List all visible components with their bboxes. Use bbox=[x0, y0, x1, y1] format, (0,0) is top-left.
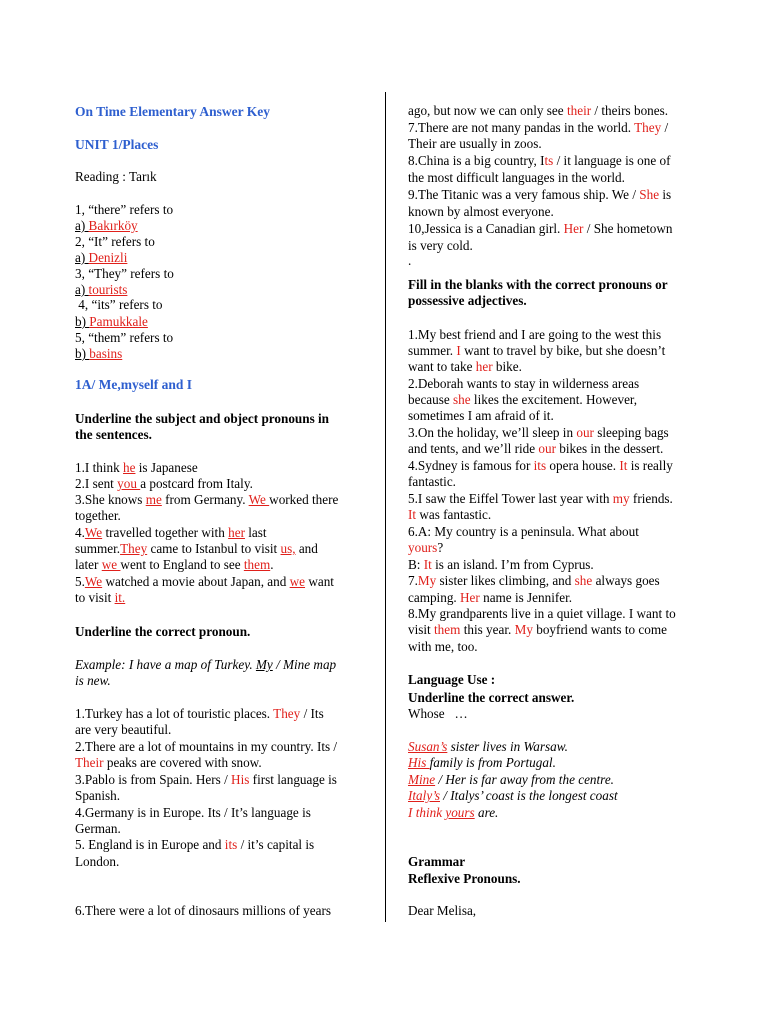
text-segment: Whose … bbox=[408, 706, 468, 721]
text-segment: this year. bbox=[460, 622, 515, 637]
right-line bbox=[408, 343, 665, 359]
text-segment: a) bbox=[75, 250, 89, 265]
text-segment: sister likes climbing, and bbox=[436, 573, 575, 588]
right-line bbox=[408, 739, 568, 755]
text-segment: 1.My best friend and I are going to the west this bbox=[408, 327, 662, 342]
text-segment: 3.Pablo is from Spain. Hers / bbox=[75, 772, 232, 787]
text-segment: travelled together with bbox=[102, 525, 229, 540]
answer-text: you bbox=[117, 476, 141, 491]
text-segment: 5.I saw the Eiffel Tower last year with bbox=[408, 491, 613, 506]
text-segment: always goes bbox=[592, 573, 660, 588]
text-segment: My bbox=[255, 657, 273, 672]
left-line bbox=[75, 772, 337, 788]
text-segment: Underline the correct pronoun. bbox=[75, 624, 251, 639]
text-segment: 5. England is in Europe and bbox=[75, 837, 225, 852]
left-line bbox=[75, 557, 274, 573]
text-segment: a) bbox=[75, 218, 89, 233]
left-line bbox=[75, 525, 267, 541]
text-segment: Reflexive Pronouns. bbox=[408, 871, 521, 886]
answer-text: Her bbox=[460, 590, 480, 605]
text-segment: likes the excitement. However, bbox=[470, 392, 638, 407]
text-segment: 3.On the holiday, we’ll sleep in bbox=[408, 425, 577, 440]
text-segment: friends. bbox=[629, 491, 673, 506]
text-segment: 7. bbox=[408, 573, 418, 588]
text-segment: camping. bbox=[408, 590, 461, 605]
text-segment: known by almost everyone. bbox=[408, 204, 554, 219]
text-segment: / Its bbox=[300, 706, 324, 721]
right-line bbox=[408, 293, 527, 309]
text-segment: last bbox=[244, 525, 267, 540]
answer-text: They bbox=[634, 120, 662, 135]
left-line bbox=[75, 346, 122, 362]
right-line bbox=[408, 573, 660, 589]
answer-text: Bakırköy bbox=[88, 218, 138, 233]
answer-text: His bbox=[231, 772, 250, 787]
text-segment: is bbox=[659, 187, 672, 202]
left-line bbox=[75, 673, 111, 689]
text-segment: name is Jennifer. bbox=[479, 590, 573, 605]
right-line bbox=[408, 788, 618, 804]
text-segment: 9.The Titanic was a very famous ship. We / bbox=[408, 187, 640, 202]
right-line bbox=[408, 622, 667, 638]
right-line bbox=[408, 772, 614, 788]
left-line bbox=[75, 706, 324, 722]
answer-text: They bbox=[273, 706, 301, 721]
answer-text: yours bbox=[445, 805, 475, 820]
answer-text: We bbox=[248, 492, 270, 507]
text-segment: first language is bbox=[249, 772, 337, 787]
text-segment: 2, “It” refers to bbox=[75, 234, 155, 249]
text-segment: possessive adjectives. bbox=[408, 293, 527, 308]
right-line bbox=[408, 524, 639, 540]
answer-text: we bbox=[101, 557, 121, 572]
left-line bbox=[75, 854, 119, 870]
text-segment: b) bbox=[75, 346, 90, 361]
text-segment: 7.There are not many pandas in the world. bbox=[408, 120, 635, 135]
text-segment: Spanish. bbox=[75, 788, 121, 803]
answer-text: them bbox=[434, 622, 461, 637]
left-line bbox=[75, 297, 163, 313]
left-line bbox=[75, 202, 173, 218]
text-segment: a) bbox=[75, 282, 89, 297]
text-segment: London. bbox=[75, 854, 120, 869]
text-segment: the most difficult languages in the world. bbox=[408, 170, 625, 185]
text-segment: Underline the correct answer. bbox=[408, 690, 575, 705]
text-segment: is very cold. bbox=[408, 238, 473, 253]
right-line bbox=[408, 474, 456, 490]
left-line bbox=[75, 282, 127, 298]
answer-text: our bbox=[538, 441, 556, 456]
text-segment: / She hometown bbox=[583, 221, 673, 236]
text-segment: Grammar bbox=[408, 854, 466, 869]
text-segment: went to England to see bbox=[120, 557, 244, 572]
right-line bbox=[408, 458, 673, 474]
text-segment: 1.Turkey has a lot of touristic places. bbox=[75, 706, 274, 721]
right-line bbox=[408, 170, 625, 186]
answer-text: I bbox=[456, 343, 461, 358]
right-line bbox=[408, 221, 672, 237]
text-segment: German. bbox=[75, 821, 121, 836]
text-segment: 1A/ Me,myself and I bbox=[75, 377, 192, 392]
answer-text: basins bbox=[89, 346, 123, 361]
text-segment: want to take bbox=[408, 359, 476, 374]
left-line bbox=[75, 169, 157, 185]
left-line bbox=[75, 739, 337, 755]
text-segment: bike. bbox=[492, 359, 522, 374]
left-line bbox=[75, 755, 262, 771]
right-line bbox=[408, 491, 673, 507]
right-line bbox=[408, 557, 594, 573]
answer-text: he bbox=[123, 460, 136, 475]
text-segment: opera house. bbox=[546, 458, 620, 473]
left-line bbox=[75, 330, 173, 346]
left-line bbox=[75, 837, 314, 853]
right-line bbox=[408, 441, 663, 457]
right-line bbox=[408, 277, 668, 293]
right-line bbox=[408, 187, 671, 203]
right-line bbox=[408, 706, 468, 722]
right-line bbox=[408, 120, 668, 136]
answer-text: She bbox=[639, 187, 660, 202]
answer-text: Denizli bbox=[88, 250, 128, 265]
text-segment: Underline the subject and object pronouns in bbox=[75, 411, 330, 426]
left-line bbox=[75, 411, 329, 427]
left-line bbox=[75, 460, 198, 476]
answer-text: We bbox=[84, 525, 103, 540]
text-segment: from Germany. bbox=[161, 492, 249, 507]
right-line bbox=[408, 805, 498, 821]
text-segment: 6.A: My country is a peninsula. What about bbox=[408, 524, 639, 539]
left-line bbox=[75, 903, 331, 919]
answer-text: My bbox=[417, 573, 437, 588]
answer-text: Pamukkale bbox=[89, 314, 148, 329]
text-segment: 3.She knows bbox=[75, 492, 146, 507]
answer-text: Mine bbox=[408, 772, 436, 787]
text-segment: sister lives in Warsaw. bbox=[447, 739, 568, 754]
right-line bbox=[408, 153, 671, 169]
text-segment: 6.There were a lot of dinosaurs millions of years bbox=[75, 903, 331, 918]
column-divider bbox=[385, 92, 386, 922]
text-segment: sometimes I am afraid of it. bbox=[408, 408, 554, 423]
right-line bbox=[408, 408, 554, 424]
left-line bbox=[75, 476, 253, 492]
text-segment: together. bbox=[75, 508, 121, 523]
text-segment: because bbox=[408, 392, 454, 407]
text-segment: / it’s capital is bbox=[237, 837, 315, 852]
right-line bbox=[408, 359, 522, 375]
text-segment: visit bbox=[408, 622, 435, 637]
right-line bbox=[408, 392, 637, 408]
text-segment: 10,Jessica is a Canadian girl. bbox=[408, 221, 564, 236]
left-line bbox=[75, 266, 174, 282]
left-line bbox=[75, 805, 311, 821]
left-line bbox=[75, 234, 155, 250]
right-line bbox=[408, 204, 554, 220]
text-segment: sleeping bags bbox=[593, 425, 669, 440]
text-segment: 1.I think bbox=[75, 460, 123, 475]
answer-text: her bbox=[475, 359, 493, 374]
right-line bbox=[408, 136, 542, 152]
text-segment: to visit bbox=[75, 590, 115, 605]
right-line bbox=[408, 590, 572, 606]
text-segment: / Her is far away from the centre. bbox=[435, 772, 614, 787]
answer-text: Italy’s bbox=[408, 788, 440, 803]
text-segment: peaks are covered with snow. bbox=[103, 755, 262, 770]
text-segment: want bbox=[305, 574, 334, 589]
right-line bbox=[408, 103, 668, 119]
answer-text: My bbox=[514, 622, 533, 637]
text-segment: with me, too. bbox=[408, 639, 478, 654]
text-segment: a postcard from Italy. bbox=[140, 476, 253, 491]
left-line bbox=[75, 590, 125, 606]
answer-text: They bbox=[120, 541, 148, 556]
answer-text: I think bbox=[408, 805, 446, 820]
text-segment: and bbox=[295, 541, 318, 556]
left-line bbox=[75, 657, 336, 673]
text-segment: Reading : Tarık bbox=[75, 169, 157, 184]
answer-text: them bbox=[243, 557, 271, 572]
text-segment: is new. bbox=[75, 673, 111, 688]
answer-text: their bbox=[566, 103, 592, 118]
text-segment: are. bbox=[474, 805, 499, 820]
text-segment: UNIT 1/Places bbox=[75, 137, 159, 152]
right-line bbox=[408, 238, 473, 254]
left-line bbox=[75, 104, 270, 120]
answer-text: she bbox=[574, 573, 593, 588]
text-segment: 5, “them” refers to bbox=[75, 330, 174, 345]
left-line bbox=[75, 137, 158, 153]
text-segment: Example: I have a map of Turkey. bbox=[75, 657, 256, 672]
left-line bbox=[75, 624, 250, 640]
right-line bbox=[408, 540, 443, 556]
answer-text: Her bbox=[563, 221, 584, 236]
left-line bbox=[75, 788, 120, 804]
text-segment: family is from Portugal. bbox=[429, 755, 556, 770]
answer-text: we bbox=[289, 574, 306, 589]
right-line bbox=[408, 606, 676, 622]
answer-text: Susan’s bbox=[408, 739, 448, 754]
text-segment: watched a movie about Japan, and bbox=[102, 574, 290, 589]
text-segment: the sentences. bbox=[75, 427, 152, 442]
text-segment: worked there bbox=[269, 492, 339, 507]
answer-text: Their bbox=[75, 755, 104, 770]
left-line bbox=[75, 574, 334, 590]
answer-text: It bbox=[423, 557, 432, 572]
text-segment: 8.China is a big country, I bbox=[408, 153, 545, 168]
left-line bbox=[75, 218, 138, 234]
right-line bbox=[408, 854, 465, 870]
answer-text: my bbox=[612, 491, 630, 506]
text-segment: b) bbox=[75, 314, 90, 329]
answer-text: It bbox=[408, 507, 417, 522]
text-segment: ? bbox=[437, 540, 444, 555]
answer-text: she bbox=[453, 392, 471, 407]
text-segment: 8.My grandparents live in a quiet village. I want to bbox=[408, 606, 676, 621]
text-segment: summer. bbox=[75, 541, 121, 556]
text-segment: are very beautiful. bbox=[75, 722, 172, 737]
right-line bbox=[408, 755, 556, 771]
text-segment: ago, but now we can only see bbox=[408, 103, 567, 118]
text-segment: is an island. I’m from Cyprus. bbox=[431, 557, 594, 572]
answer-text: tourists bbox=[88, 282, 128, 297]
answer-text: her bbox=[228, 525, 245, 540]
right-line bbox=[408, 253, 411, 269]
left-line bbox=[75, 427, 152, 443]
left-line bbox=[75, 377, 192, 393]
answer-text: our bbox=[576, 425, 594, 440]
right-line bbox=[408, 690, 574, 706]
left-line bbox=[75, 250, 127, 266]
text-segment: 4.Sydney is famous for bbox=[408, 458, 534, 473]
text-segment: . bbox=[408, 253, 412, 268]
text-segment: / theirs bones. bbox=[591, 103, 669, 118]
right-line bbox=[408, 507, 491, 523]
left-line bbox=[75, 541, 318, 557]
left-line bbox=[75, 508, 121, 524]
right-line bbox=[408, 871, 521, 887]
text-segment: was fantastic. bbox=[416, 507, 492, 522]
text-segment: . bbox=[270, 557, 274, 572]
answer-text: its bbox=[533, 458, 547, 473]
text-segment: 4.Germany is in Europe. Its / It’s language is bbox=[75, 805, 311, 820]
answer-text: us, bbox=[280, 541, 296, 556]
right-line bbox=[408, 903, 476, 919]
answer-text: yours bbox=[408, 540, 438, 555]
answer-text: ts bbox=[544, 153, 554, 168]
answer-text: His bbox=[408, 755, 430, 770]
text-segment: want to travel by bike, but she doesn’t bbox=[460, 343, 666, 358]
text-segment: / bbox=[661, 120, 669, 135]
answer-text: We bbox=[84, 574, 103, 589]
right-line bbox=[408, 327, 661, 343]
text-segment: Dear Melisa, bbox=[408, 903, 477, 918]
text-segment: is really bbox=[627, 458, 673, 473]
text-segment: bikes in the dessert. bbox=[555, 441, 664, 456]
text-segment: / it language is one of bbox=[553, 153, 671, 168]
text-segment: On Time Elementary Answer Key bbox=[75, 104, 270, 119]
answer-text: its bbox=[224, 837, 238, 852]
text-segment: Fill in the blanks with the correct pronouns or bbox=[408, 277, 668, 292]
text-segment: B: bbox=[408, 557, 424, 572]
answer-text: it. bbox=[114, 590, 126, 605]
right-line bbox=[408, 639, 478, 655]
right-line bbox=[408, 425, 669, 441]
text-segment: fantastic. bbox=[408, 474, 456, 489]
text-segment: / Italys’ coast is the longest coast bbox=[440, 788, 618, 803]
answer-text: me bbox=[145, 492, 162, 507]
text-segment: 2.I sent bbox=[75, 476, 118, 491]
text-segment: 5. bbox=[75, 574, 85, 589]
text-segment: 2.Deborah wants to stay in wilderness areas bbox=[408, 376, 640, 391]
text-segment: Their are usually in zoos. bbox=[408, 136, 542, 151]
text-segment: Language Use : bbox=[408, 672, 496, 687]
text-segment: 4, “its” refers to bbox=[75, 297, 163, 312]
text-segment: and tents, and we’ll ride bbox=[408, 441, 539, 456]
text-segment: 2.There are a lot of mountains in my country. Its / bbox=[75, 739, 338, 754]
text-segment: 1, “there” refers to bbox=[75, 202, 174, 217]
text-segment: boyfriend wants to come bbox=[532, 622, 667, 637]
text-segment: summer. bbox=[408, 343, 457, 358]
text-segment: / Mine map bbox=[272, 657, 337, 672]
left-line bbox=[75, 722, 171, 738]
left-line bbox=[75, 314, 148, 330]
left-line bbox=[75, 821, 121, 837]
text-segment: 4. bbox=[75, 525, 85, 540]
text-segment: is Japanese bbox=[135, 460, 198, 475]
right-line bbox=[408, 672, 495, 688]
left-line bbox=[75, 492, 338, 508]
right-line bbox=[408, 376, 639, 392]
text-segment: came to Istanbul to visit bbox=[147, 541, 281, 556]
answer-text: It bbox=[619, 458, 628, 473]
text-segment: later bbox=[75, 557, 102, 572]
text-segment: 3, “They” refers to bbox=[75, 266, 174, 281]
